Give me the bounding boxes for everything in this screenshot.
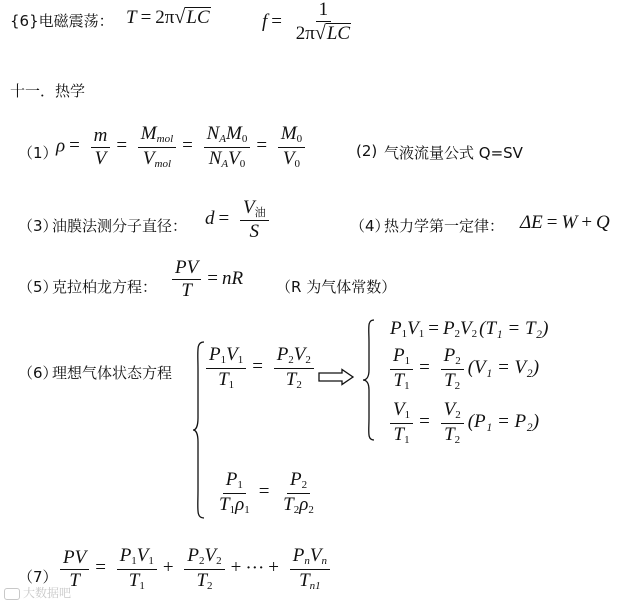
formula-4-text: 热力学第一定律： bbox=[384, 217, 505, 235]
oscillation-label: {6}电磁震荡： bbox=[10, 12, 114, 30]
formula-5-note: （R 为气体常数） bbox=[276, 278, 397, 296]
formula-4-label: （4） bbox=[350, 217, 390, 235]
formula-6-label: （6） bbox=[18, 364, 58, 382]
clapeyron-formula: $\frac{PV}{T}$ = nR bbox=[170, 258, 243, 301]
first-law-formula: ΔE = W + Q bbox=[520, 212, 610, 233]
molecule-diameter-formula: d = $\frac{V_油}{S}$ bbox=[205, 198, 271, 241]
density-formula: ρ = $\frac{m}{V}$ = $\frac{M_{mol}}{V_{mol}}$ = $\frac{N_AM_0}{N_AV_0}$ = $\frac{M_0}{V_0}$ bbox=[56, 124, 307, 170]
formula-1-label: （1） bbox=[18, 144, 58, 162]
isothermal-law: $P_1V_1 = P_2V_2$ (T₁ = T₂) bbox=[390, 318, 549, 340]
state-equation-pv: $\frac{P_1V_1}{T_1}$ = $\frac{P_2V_2}{T_2}$ bbox=[204, 345, 316, 391]
right-system-brace-icon bbox=[362, 318, 376, 442]
section-heading: 十一．热学 bbox=[10, 82, 86, 100]
formula-2-label: (2) bbox=[356, 142, 378, 160]
watermark: 大数据吧 bbox=[4, 584, 71, 601]
frequency-formula: f = $\frac{1}{2\pi√LC}$ bbox=[262, 0, 351, 44]
double-right-arrow-icon bbox=[318, 369, 354, 385]
formula-2-text: 气液流量公式 Q=SV bbox=[384, 144, 523, 162]
formula-5-label: （5） bbox=[18, 278, 58, 296]
formula-3-label: （3） bbox=[18, 217, 58, 235]
gas-mixture-formula: $\frac{PV}{T}$ = $\frac{P_1V_1}{T_1}$ + $\frac{P_2V_2}{T_2}$ + ··· + $\frac{P_nV_n}{T_{n1}}$ bbox=[58, 546, 332, 592]
isochoric-law: $\frac{P_1}{T_1}$ = $\frac{P_2}{T_2}$ (V₁ = V₂) bbox=[388, 346, 539, 392]
state-equation-density: $\frac{P_1}{T_1\rho_1}$ = $\frac{P_2}{T_2\rho_2}$ bbox=[219, 469, 314, 516]
formula-5-text: 克拉柏龙方程： bbox=[52, 278, 158, 296]
formula-7-label: （7） bbox=[18, 568, 58, 586]
formula-6-text: 理想气体状态方程 bbox=[52, 364, 173, 382]
watermark-logo-icon bbox=[4, 588, 20, 600]
period-formula: T = 2π√LC bbox=[126, 6, 210, 28]
formula-3-text: 油膜法测分子直径： bbox=[52, 217, 188, 235]
isobaric-law: $\frac{V_1}{T_1}$ = $\frac{V_2}{T_2}$ (P₁ = P₂) bbox=[388, 400, 539, 446]
